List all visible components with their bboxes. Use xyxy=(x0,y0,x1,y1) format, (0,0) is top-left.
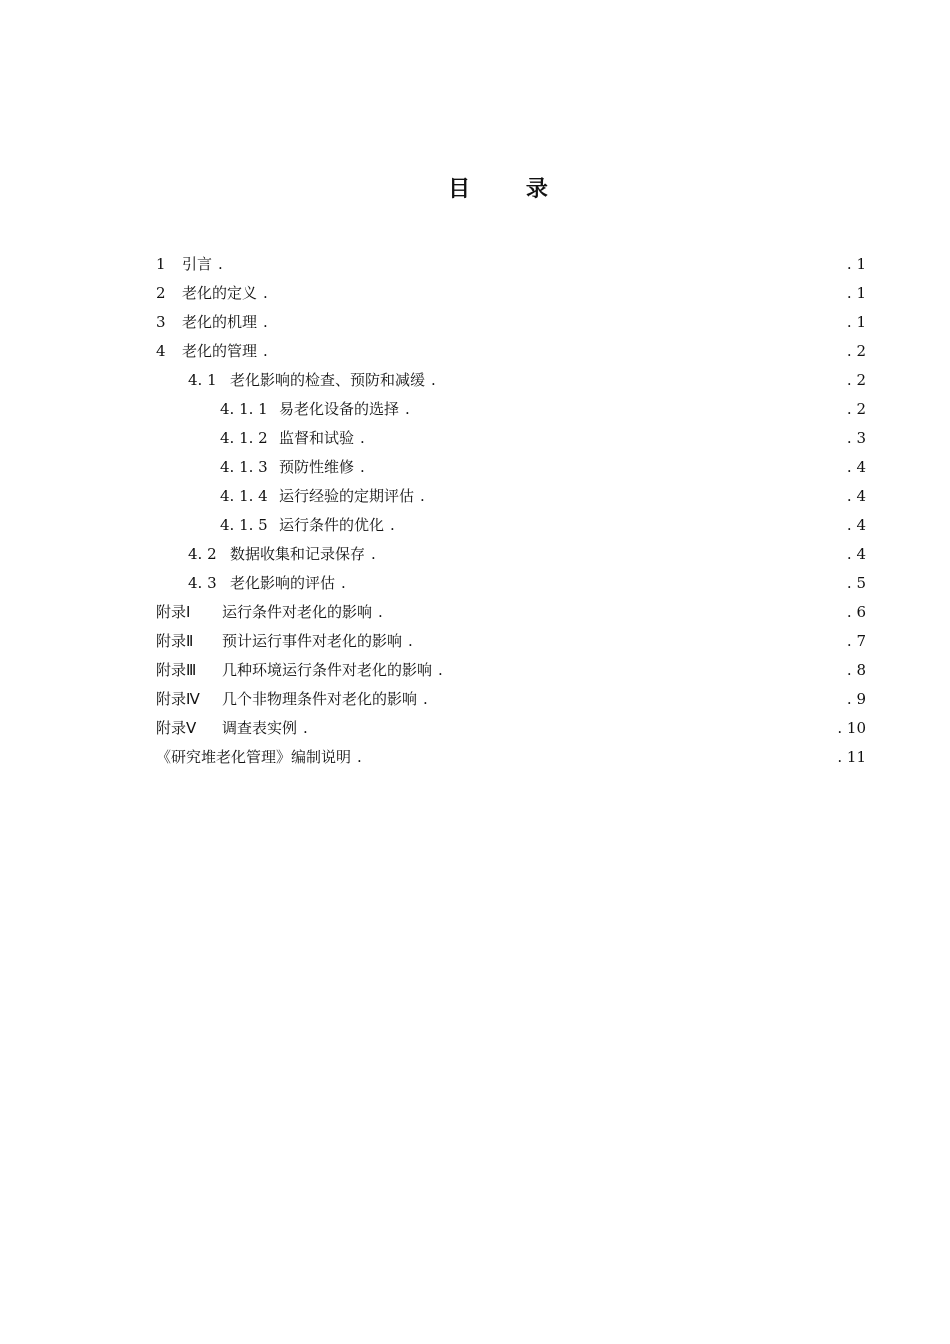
toc-page: . 4 xyxy=(846,516,866,534)
toc-number: 4 xyxy=(156,342,166,360)
toc-number: 附录Ⅲ xyxy=(156,661,197,679)
toc-page: . 2 xyxy=(846,342,866,360)
toc-number: 1 xyxy=(156,255,166,273)
toc-title: 易老化设备的选择 xyxy=(279,400,400,418)
toc-leader: . xyxy=(360,458,365,476)
toc-title: 预防性维修 xyxy=(279,458,355,476)
toc-leader: . xyxy=(408,632,413,650)
toc-entry-1[interactable] xyxy=(156,250,866,279)
toc-title: 几种环境运行条件对老化的影响 xyxy=(222,661,433,679)
toc-entry-appendix-2[interactable] xyxy=(156,627,866,656)
toc-leader: . xyxy=(405,400,410,418)
toc-page: . 11 xyxy=(837,748,866,766)
toc-title: 数据收集和记录保存 xyxy=(230,545,366,563)
toc-number: 附录Ⅴ xyxy=(156,719,197,737)
toc-number: 4. 1. 4 xyxy=(220,487,268,505)
toc-leader: . xyxy=(218,255,223,273)
toc-number: 3 xyxy=(156,313,166,331)
toc-page: . 9 xyxy=(846,690,866,708)
toc-page: . 8 xyxy=(846,661,866,679)
toc-entry-4-1[interactable] xyxy=(156,366,866,395)
toc-title: 调查表实例 xyxy=(222,719,298,737)
toc-entry-appendix-3[interactable] xyxy=(156,656,866,685)
toc-page: . 1 xyxy=(846,255,866,273)
toc-entry-4-3[interactable] xyxy=(156,569,866,598)
toc-title: 《研究堆老化管理》编制说明 xyxy=(156,748,352,766)
toc-entry-4-1-4[interactable] xyxy=(156,482,866,511)
toc-page: . 1 xyxy=(846,313,866,331)
toc-entry-compilation-notes[interactable] xyxy=(156,743,866,772)
toc-title: 运行条件对老化的影响 xyxy=(222,603,373,621)
toc-number: 4. 1. 1 xyxy=(220,400,268,418)
toc-title: 监督和试验 xyxy=(279,429,355,447)
toc-page: . 6 xyxy=(846,603,866,621)
toc-entry-4-1-1[interactable] xyxy=(156,395,866,424)
toc-leader: . xyxy=(303,719,308,737)
toc-leader: . xyxy=(357,748,362,766)
toc-leader: . xyxy=(423,690,428,708)
toc-title: 老化的定义 xyxy=(182,284,258,302)
toc-entry-4-1-5[interactable] xyxy=(156,511,866,540)
toc-title: 几个非物理条件对老化的影响 xyxy=(222,690,418,708)
toc-page: . 3 xyxy=(846,429,866,447)
toc-page: . 5 xyxy=(846,574,866,592)
toc-entry-4-1-3[interactable] xyxy=(156,453,866,482)
toc-leader: . xyxy=(341,574,346,592)
toc-number: 附录Ⅱ xyxy=(156,632,194,650)
toc-page: . 4 xyxy=(846,458,866,476)
toc-entry-2[interactable] xyxy=(156,279,866,308)
toc-number: 4. 1. 2 xyxy=(220,429,268,447)
toc-page: . 4 xyxy=(846,487,866,505)
table-of-contents xyxy=(156,250,866,772)
toc-title: 运行经验的定期评估 xyxy=(279,487,415,505)
toc-title: 老化的管理 xyxy=(182,342,258,360)
toc-number: 4. 1 xyxy=(188,371,217,389)
toc-entry-appendix-4[interactable] xyxy=(156,685,866,714)
toc-leader: . xyxy=(431,371,436,389)
toc-page: . 7 xyxy=(846,632,866,650)
toc-title: 老化影响的检查、预防和减缓 xyxy=(230,371,426,389)
toc-page: . 10 xyxy=(837,719,866,737)
toc-leader: . xyxy=(390,516,395,534)
toc-number: 附录Ⅳ xyxy=(156,690,200,708)
toc-title: 引言 xyxy=(182,255,213,273)
toc-title: 运行条件的优化 xyxy=(279,516,385,534)
toc-leader: . xyxy=(360,429,365,447)
toc-leader: . xyxy=(263,342,268,360)
toc-leader: . xyxy=(420,487,425,505)
toc-title: 老化的机理 xyxy=(182,313,258,331)
toc-leader: . xyxy=(263,313,268,331)
toc-number: 附录Ⅰ xyxy=(156,603,191,621)
toc-leader: . xyxy=(371,545,376,563)
toc-leader: . xyxy=(378,603,383,621)
toc-page: . 1 xyxy=(846,284,866,302)
toc-entry-4-2[interactable] xyxy=(156,540,866,569)
toc-number: 4. 1. 5 xyxy=(220,516,268,534)
page-title: 目 录 xyxy=(448,177,572,202)
toc-entry-3[interactable] xyxy=(156,308,866,337)
toc-number: 4. 2 xyxy=(188,545,217,563)
toc-leader: . xyxy=(438,661,443,679)
toc-entry-4[interactable] xyxy=(156,337,866,366)
toc-title: 老化影响的评估 xyxy=(230,574,336,592)
toc-title: 预计运行事件对老化的影响 xyxy=(222,632,403,650)
toc-leader: . xyxy=(263,284,268,302)
toc-number: 4. 3 xyxy=(188,574,217,592)
toc-number: 2 xyxy=(156,284,166,302)
toc-entry-appendix-1[interactable] xyxy=(156,598,866,627)
toc-page: . 2 xyxy=(846,400,866,418)
toc-page: . 4 xyxy=(846,545,866,563)
toc-entry-appendix-5[interactable] xyxy=(156,714,866,743)
toc-number: 4. 1. 3 xyxy=(220,458,268,476)
toc-entry-4-1-2[interactable] xyxy=(156,424,866,453)
toc-page: . 2 xyxy=(846,371,866,389)
